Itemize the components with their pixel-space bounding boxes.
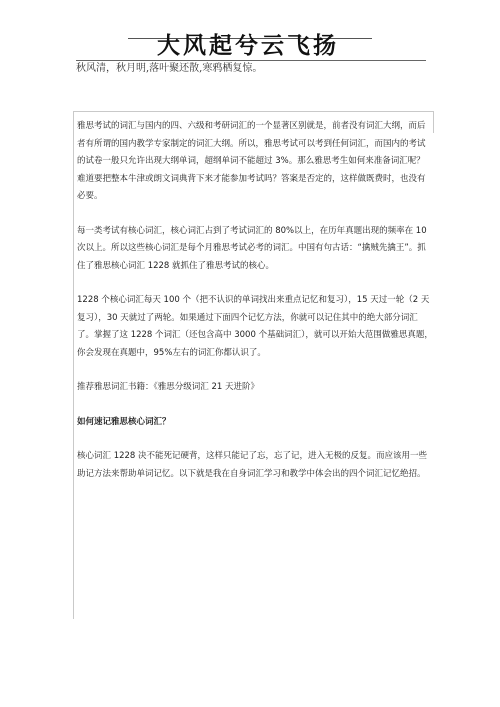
content-frame-left-border (73, 111, 74, 619)
paragraph-study-plan: 1228 个核心词汇每天 100 个（把不认识的单词找出来重点记忆和复习），15 天过一轮（2 天复习），30 天就过了两轮。如果通过下面四个记忆方法，你就可以记住其中的绝大部分词汇了。掌握了这 1228 个词汇（还包含高中 3000 个基础词汇），就可以开始大范围做雅思真题，你会发现在真题中，95%左右的词汇你都认识了。 (77, 295, 433, 358)
content-frame-right-border (433, 111, 434, 133)
content-frame-top-border (73, 111, 434, 112)
header-title: 大风起兮云飞扬 (157, 32, 339, 59)
paragraph-intro: 雅思考试的词汇与国内的四、六级和考研词汇的一个显著区别就是，前者没有词汇大纲，而后者有所谓的国内教学专家制定的词汇大纲。所以，雅思考试可以考到任何词汇，而国内的考试的试卷一般只允许出现大纲单词，超纲单词不能超过 3%。那么雅思考生如何来准备词汇呢？难道要把整本牛津或朗文词典背下来才能参加考试吗？答案是否定的，这样做既费时，也没有必要。 (77, 121, 426, 201)
header-subtitle: 秋风清，秋月明,落叶聚还散,寒鸦栖复惊。 (76, 63, 263, 74)
paragraph-memory-methods: 核心词汇 1228 决不能死记硬背，这样只能记了忘，忘了记，进入无极的反复。而应该用一些助记方法来帮助单词记忆。以下就是我在自身词汇学习和教学中体会出的四个词汇记忆绝招。 (77, 451, 428, 479)
section-heading: 如何速记雅思核心词汇？ (77, 416, 171, 427)
article-body (77, 118, 433, 500)
paragraph-core-vocabulary: 每一类考试有核心词汇，核心词汇占到了考试词汇的 80%以上，在历年真题出现的频率在 10 次以上。所以这些核心词汇是每个月雅思考试必考的词汇。中国有句古话：“擒贼先擒王”。抓住了雅思核心词汇 1228 就抓住了雅思考试的核心。 (77, 225, 427, 271)
paragraph-book-recommendation: 推荐雅思词汇书籍：《雅思分级词汇 21 天进阶》 (77, 382, 259, 392)
